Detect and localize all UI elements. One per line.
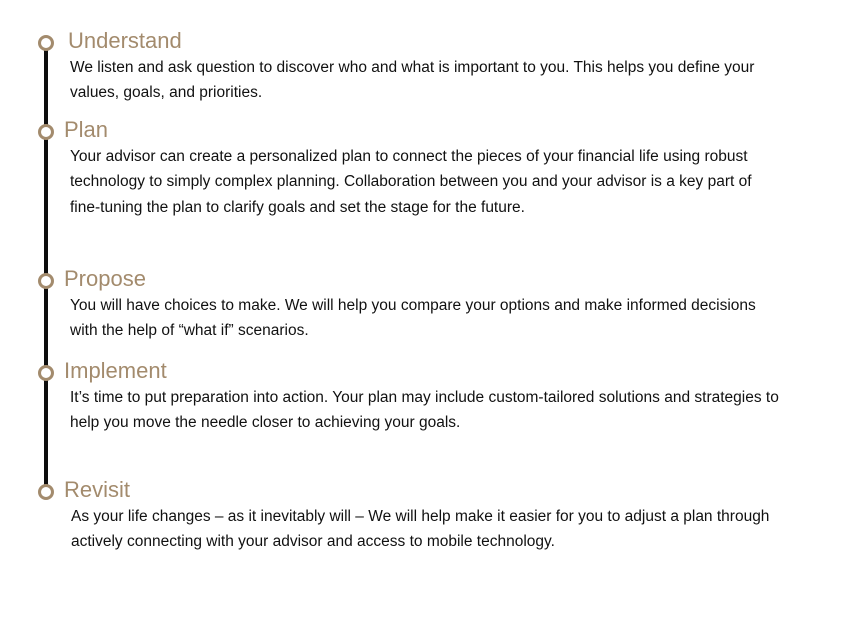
step-description: We listen and ask question to discover who and what is important to you. This helps you define your values, goals, and priorities. <box>70 59 755 102</box>
step-description: You will have choices to make. We will help you compare your options and make informed decisions with the help of “what if” scenarios. <box>70 297 756 340</box>
timeline-circle-icon <box>38 124 54 140</box>
timeline-line <box>44 44 48 490</box>
step-title: Propose <box>64 266 146 291</box>
timeline-circle-icon <box>38 365 54 381</box>
step-title: Implement <box>64 358 167 383</box>
step-title: Revisit <box>64 477 131 502</box>
step-description: As your life changes – as it inevitably will – We will help make it easier for you to adjust a plan through actively connecting with your advisor and access to mobile technology. <box>71 508 770 551</box>
step-description: It’s time to put preparation into action. Your plan may include custom-tailored solutions and strategies to help you move the needle closer to achieving your goals. <box>70 389 779 432</box>
step-title: Understand <box>68 28 182 53</box>
timeline-circle-icon <box>38 484 54 500</box>
timeline-circle-icon <box>38 35 54 51</box>
step-description: Your advisor can create a personalized plan to connect the pieces of your financial life using robust technology to simply complex planning. Collaboration between you and your advisor is a key part of fine-tuning the plan to clarify goals and set the stage for the future. <box>70 148 752 216</box>
timeline-circle-icon <box>38 273 54 289</box>
step-title: Plan <box>64 117 109 142</box>
